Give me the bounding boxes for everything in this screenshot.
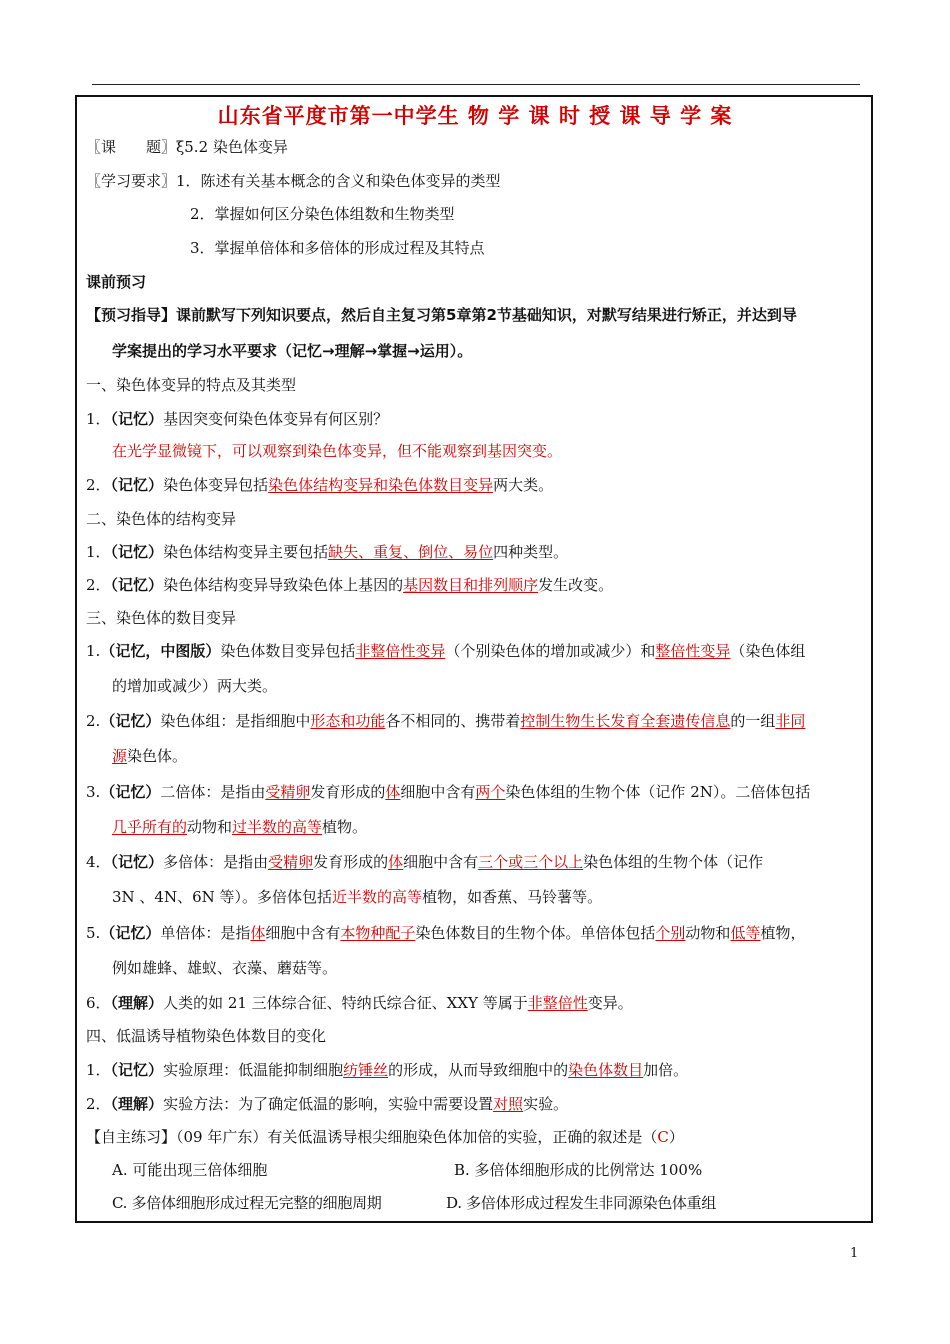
q-text: 人类的如 21 三体综合征、特纳氏综合征、XXY 等属于 xyxy=(163,994,528,1012)
s3-q4 xyxy=(86,851,763,873)
q-num: 1. xyxy=(86,642,101,660)
answer-text: 染色体数目 xyxy=(568,1061,644,1079)
answer-text: 缺失、重复、倒位、易位 xyxy=(328,543,494,561)
s4-q1 xyxy=(86,1059,688,1081)
guide-line-1: 【预习指导】课前默写下列知识要点，然后自主复习第5章第2节基础知识，对默写结果进行矫正，并达到导 xyxy=(86,306,797,324)
s2-q1 xyxy=(86,541,568,563)
q-tag: （记忆） xyxy=(110,543,164,561)
s3-q2 xyxy=(86,710,805,732)
answer-text: 个别 xyxy=(655,924,686,942)
q-text: 细胞中含有 xyxy=(265,924,341,942)
answer-text: 控制生物生长发育全套遗传信息 xyxy=(520,712,731,730)
answer-text: 对照 xyxy=(493,1095,524,1113)
requirements-label: 〖学习要求〗 xyxy=(86,172,177,190)
s3-q5 xyxy=(86,922,805,944)
q-text: 植物，如香蕉、马铃薯等。 xyxy=(422,888,603,906)
s1-q2 xyxy=(86,474,553,496)
q-text: 植物， xyxy=(760,924,806,942)
q-num: 2. xyxy=(86,712,101,730)
q-tag: （记忆，中图版） xyxy=(100,642,221,660)
q-text: 多倍体：是指由 xyxy=(163,853,269,871)
q-tag: （记忆） xyxy=(100,924,161,942)
q-text: 染色体数目的生物个体。单倍体包括 xyxy=(415,924,656,942)
q-text: 细胞中含有 xyxy=(403,853,479,871)
preview-heading: 课前预习 xyxy=(86,273,147,291)
requirement-item-1: 1．陈述有关基本概念的含义和染色体变异的类型 xyxy=(176,172,501,190)
q-num: 1． xyxy=(86,543,111,561)
page-title: 山东省平度市第一中学生 物 学 课 时 授 课 导 学 案 xyxy=(217,104,733,128)
answer-text: 体 xyxy=(250,924,266,942)
q-text: 细胞中含有 xyxy=(400,783,476,801)
q-text: 的形成，从而导致细胞中的 xyxy=(388,1061,569,1079)
answer-text: 几乎所有的 xyxy=(112,818,188,836)
answer-text: 体 xyxy=(388,853,404,871)
exercise-stem xyxy=(86,1126,684,1148)
q-num: 1． xyxy=(86,410,111,428)
q-text: 发育形成的 xyxy=(313,853,389,871)
q-num: 3. xyxy=(86,783,101,801)
answer-text: 近半数的高等 xyxy=(332,888,423,906)
exercise-answer: C xyxy=(657,1128,669,1146)
s1-q1 xyxy=(86,408,388,430)
requirement-item-2: 2．掌握如何区分染色体组数和生物类型 xyxy=(190,205,455,223)
section4-heading: 四、低温诱导植物染色体数目的变化 xyxy=(86,1027,327,1045)
answer-text: 本物种配子 xyxy=(340,924,416,942)
q-num: 2． xyxy=(86,576,111,594)
answer-text: 基因数目和排列顺序 xyxy=(403,576,539,594)
q-text: 染色体结构变异主要包括 xyxy=(163,543,329,561)
q-num: 2． xyxy=(86,1095,111,1113)
q-text: 加倍。 xyxy=(643,1061,689,1079)
q-tag: （记忆） xyxy=(110,410,164,428)
q-num: 6． xyxy=(86,994,111,1012)
topic-line: 〖课 题〗ξ5.2 染色体变异 xyxy=(86,138,288,156)
q-text: 染色体变异包括 xyxy=(163,476,269,494)
q-tag: （记忆） xyxy=(100,783,161,801)
q-text: 基因突变何染色体变异有何区别？ xyxy=(163,410,389,428)
q-text: 染色体。 xyxy=(127,747,188,765)
answer-text: 非整倍性变异 xyxy=(355,642,446,660)
answer-text: 整倍性变异 xyxy=(655,642,731,660)
q-text: 的一组 xyxy=(730,712,776,730)
answer-text: 纺锤丝 xyxy=(343,1061,389,1079)
requirements-line-1 xyxy=(86,170,501,192)
section2-heading: 二、染色体的结构变异 xyxy=(86,510,237,528)
s3-q2-cont xyxy=(112,745,187,767)
answer-text: 低等 xyxy=(730,924,761,942)
q-tag: （记忆） xyxy=(100,712,161,730)
s4-q2 xyxy=(86,1093,568,1115)
q-num: 5. xyxy=(86,924,101,942)
answer-text: 非整倍性 xyxy=(527,994,588,1012)
q-tag: （理解） xyxy=(110,1095,164,1113)
answer-text: 受精卵 xyxy=(268,853,314,871)
q-text: （染色体组 xyxy=(730,642,806,660)
q-tag: （记忆） xyxy=(110,853,164,871)
option-d: D. 多倍体形成过程发生非同源染色体重组 xyxy=(446,1194,717,1212)
q-text: 植物。 xyxy=(322,818,368,836)
header-rule xyxy=(92,84,860,85)
section1-heading: 一、染色体变异的特点及其类型 xyxy=(86,376,297,394)
q-num: 1． xyxy=(86,1061,111,1079)
q-text: 实验原理：低温能抑制细胞 xyxy=(163,1061,344,1079)
answer-text: 过半数的高等 xyxy=(232,818,323,836)
q-text: （个别染色体的增加或减少）和 xyxy=(445,642,656,660)
s3-q6 xyxy=(86,992,633,1014)
q-text: 实验方法：为了确定低温的影响，实验中需要设置 xyxy=(163,1095,494,1113)
q-text: 发生改变。 xyxy=(538,576,614,594)
s2-q2 xyxy=(86,574,613,596)
q-tag: （记忆） xyxy=(110,1061,164,1079)
s3-q1 xyxy=(86,640,805,662)
answer-text: 源 xyxy=(112,747,128,765)
q-text: 实验。 xyxy=(523,1095,569,1113)
answer-text: 体 xyxy=(385,783,401,801)
q-text: 二倍体：是指由 xyxy=(160,783,266,801)
q-text: 染色体结构变异导致染色体上基因的 xyxy=(163,576,404,594)
s3-q3-cont xyxy=(112,816,367,838)
s3-q5-cont: 例如雄蜂、雄蚁、衣藻、蘑菇等。 xyxy=(112,959,338,977)
q-text: 染色体组：是指细胞中 xyxy=(160,712,311,730)
q-text: 染色体数目变异包括 xyxy=(220,642,356,660)
q-text: 染色体组的生物个体（记作 xyxy=(583,853,764,871)
exercise-question: 【自主练习】（09 年广东）有关低温诱导根尖细胞染色体加倍的实验，正确的叙述是（ xyxy=(86,1128,658,1146)
q-text: 动物和 xyxy=(187,818,233,836)
answer-text: 受精卵 xyxy=(265,783,311,801)
q-text: 四种类型。 xyxy=(493,543,569,561)
q-text: 两大类。 xyxy=(493,476,554,494)
s3-q4-cont xyxy=(112,886,602,908)
s3-q1-cont: 的增加或减少）两大类。 xyxy=(112,677,278,695)
q-num: 2． xyxy=(86,476,111,494)
q-tag: （记忆） xyxy=(110,576,164,594)
answer-text: 形态和功能 xyxy=(310,712,386,730)
q-text: 发育形成的 xyxy=(310,783,386,801)
q-text: 染色体组的生物个体（记作 2N）。二倍体包括 xyxy=(505,783,811,801)
option-a: A. 可能出现三倍体细胞 xyxy=(112,1161,268,1179)
q-text: 单倍体：是指 xyxy=(160,924,251,942)
requirement-item-3: 3．掌握单倍体和多倍体的形成过程及其特点 xyxy=(190,239,485,257)
answer-text: 三个或三个以上 xyxy=(478,853,584,871)
answer-text: 非同 xyxy=(775,712,806,730)
q-num: 4． xyxy=(86,853,111,871)
q-text: 3N 、4N、6N 等）。多倍体包括 xyxy=(112,888,333,906)
option-c: C. 多倍体细胞形成过程无完整的细胞周期 xyxy=(112,1194,382,1212)
q-text: 各不相同的、携带着 xyxy=(385,712,521,730)
s1-a1: 在光学显微镜下，可以观察到染色体变异，但不能观察到基因突变。 xyxy=(112,442,563,460)
q-text: 动物和 xyxy=(685,924,731,942)
exercise-close: ） xyxy=(668,1128,684,1146)
option-b: B. 多倍体细胞形成的比例常达 100% xyxy=(454,1161,703,1179)
guide-line-2: 学案提出的学习水平要求（记忆→理解→掌握→运用）。 xyxy=(112,342,473,360)
answer-text: 两个 xyxy=(475,783,506,801)
q-tag: （记忆） xyxy=(110,476,164,494)
page-number: 1 xyxy=(850,1246,859,1261)
answer-text: 染色体结构变异和染色体数目变异 xyxy=(268,476,494,494)
section3-heading: 三、染色体的数目变异 xyxy=(86,609,237,627)
s3-q3 xyxy=(86,781,810,803)
q-text: 变异。 xyxy=(587,994,633,1012)
q-tag: （理解） xyxy=(110,994,164,1012)
